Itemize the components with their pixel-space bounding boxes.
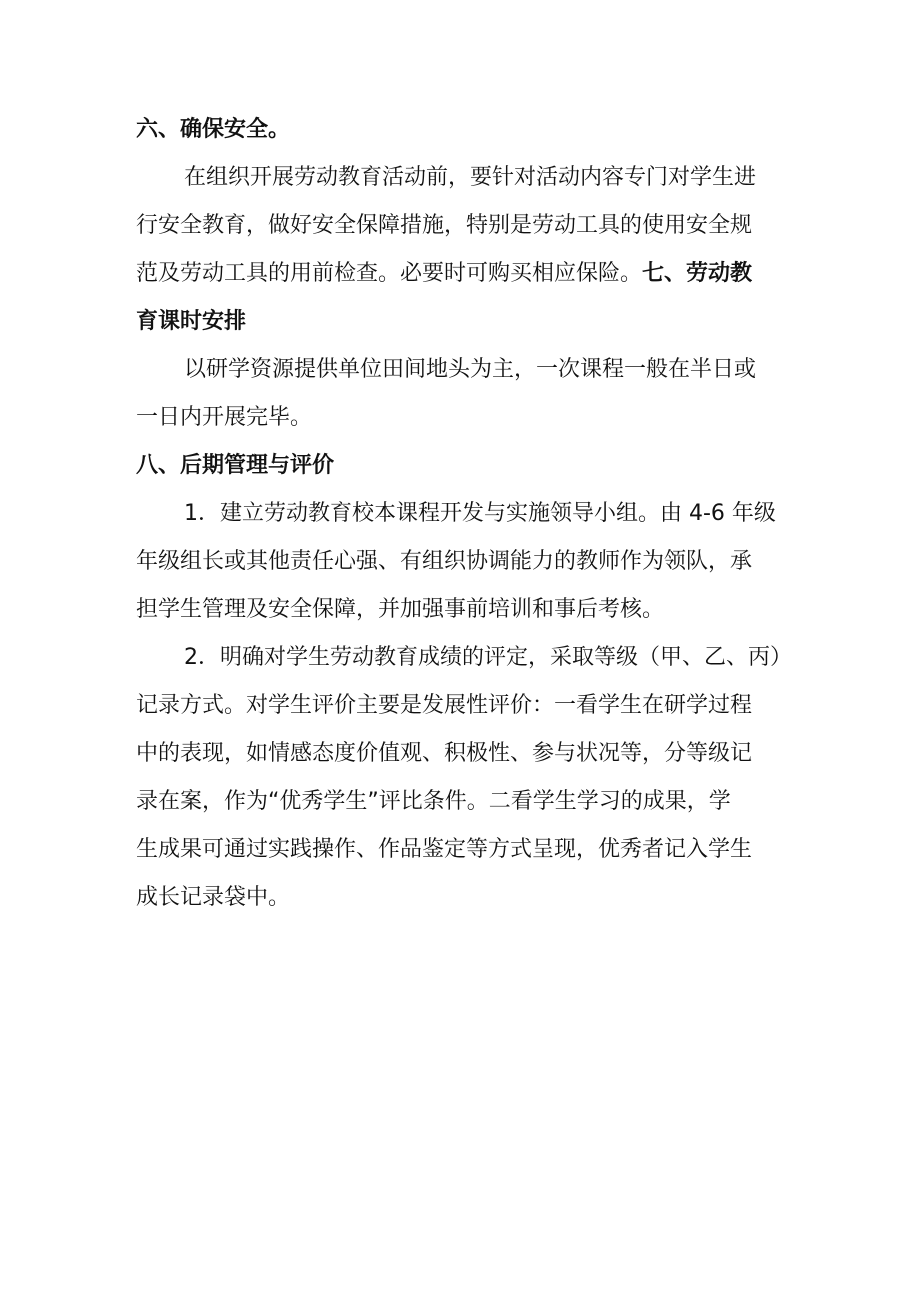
section-eight-item-2-line-4: 录在案，作为“优秀学生”评比条件。二看学生学习的成果，学 <box>136 789 731 814</box>
section-six-paragraph-line-2: 行安全教育，做好安全保障措施，特别是劳动工具的使用安全规 <box>136 213 753 238</box>
section-eight-item-1-line-2: 年级组长或其他责任心强、有组织协调能力的教师作为领队，承 <box>136 549 753 574</box>
section-eight-item-1-line-3: 担学生管理及安全保障，并加强事前培训和事后考核。 <box>136 597 665 622</box>
section-six-heading: 六、确保安全。 <box>136 117 291 142</box>
section-seven-heading-start: 七、劳动教 <box>642 261 753 286</box>
section-six-paragraph-line-3 <box>136 250 792 298</box>
section-six-paragraph-line-1: 在组织开展劳动教育活动前，要针对活动内容专门对学生进 <box>184 165 757 190</box>
section-eight-item-2-line-1: 2．明确对学生劳动教育成绩的评定，采取等级（甲、乙、丙） <box>184 645 792 670</box>
section-seven-paragraph-line-1: 以研学资源提供单位田间地头为主，一次课程一般在半日或 <box>184 357 757 382</box>
section-eight-item-2-line-5: 生成果可通过实践操作、作品鉴定等方式呈现，优秀者记入学生 <box>136 837 753 862</box>
section-eight-item-1-line-1: 1．建立劳动教育校本课程开发与实施领导小组。由 4-6 年级 <box>184 501 776 526</box>
section-eight-item-2-line-6: 成长记录袋中。 <box>136 885 291 910</box>
document-page <box>136 106 792 922</box>
section-seven-paragraph-line-2: 一日内开展完毕。 <box>136 405 313 430</box>
section-eight-item-2-line-2: 记录方式。对学生评价主要是发展性评价：一看学生在研学过程 <box>136 693 753 718</box>
section-seven-heading-end: 育课时安排 <box>136 309 247 334</box>
section-eight-item-2-line-3: 中的表现，如情感态度价值观、积极性、参与状况等，分等级记 <box>136 741 753 766</box>
section-eight-heading: 八、后期管理与评价 <box>136 453 335 478</box>
section-six-paragraph-text: 范及劳动工具的用前检查。必要时可购买相应保险。 <box>136 261 643 286</box>
